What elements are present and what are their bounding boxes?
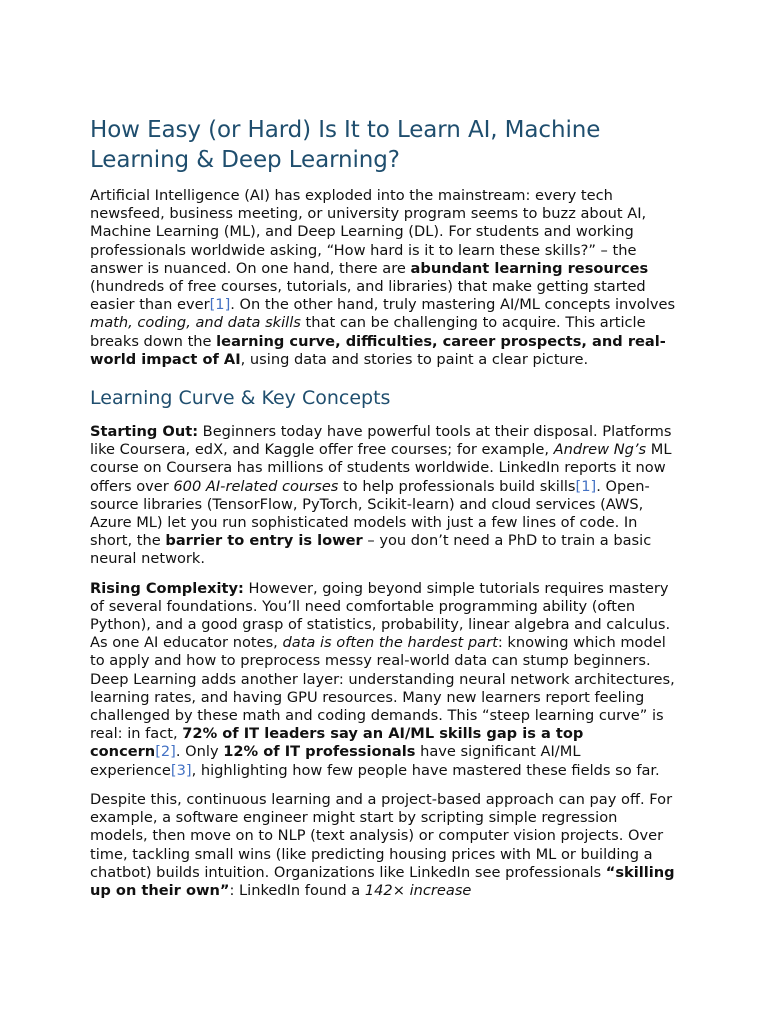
starting-italic-1: Andrew Ng’s [553, 441, 647, 459]
document-page [90, 115, 676, 911]
rising-text-1: However, going beyond simple tutorials requires mastery of several foundations. You’ll need comfortable programming ability (often Python), and a good grasp of statistics, probability, linear algebra and calculus. As one AI educator notes, [90, 579, 671, 652]
intro-paragraph [90, 187, 676, 369]
intro-text-3: . On the other hand, truly mastering AI/ML concepts involves [230, 296, 676, 314]
rising-text-4: have significant AI/ML experience [90, 743, 581, 779]
citation-link-2[interactable]: [2] [155, 743, 176, 761]
despite-bold-1: “skilling up on their own” [90, 863, 675, 899]
citation-link-1b[interactable]: [1] [575, 477, 597, 495]
rising-bold-2: 72% of IT leaders say an AI/ML skills gap is a top concern [90, 725, 584, 761]
page-title: How Easy (or Hard) Is It to Learn AI, Machine Learning & Deep Learning? [90, 117, 601, 173]
intro-bold-2: learning curve, difficulties, career prospects, and real-world impact of AI [90, 332, 666, 368]
despite-text-2: : LinkedIn found a [229, 881, 365, 899]
starting-italic-2: 600 AI-related courses [173, 477, 339, 495]
section-heading-learning-curve: Learning Curve & Key Concepts [90, 387, 391, 410]
rising-bold-3: 12% of IT professionals [223, 743, 416, 761]
intro-text-4: that can be challenging to acquire. This article breaks down the [90, 314, 646, 350]
starting-bold-2: barrier to entry is lower [165, 532, 363, 550]
rising-complexity-paragraph [90, 580, 676, 780]
rising-italic-1: data is often the hardest part [282, 634, 498, 652]
starting-text-5: – you don’t need a PhD to train a basic neural network. [90, 532, 652, 568]
starting-text-3: to help professionals build skills [338, 477, 576, 495]
intro-text-1: Artificial Intelligence (AI) has exploded into the mainstream: every tech newsfeed, business meeting, or university program seems to buzz about AI, Machine Learning (ML), and Deep Learning (DL). For students and working professionals worldwide asking, “How hard is it to learn these skills?” – the answer is nuanced. On one hand, there are [90, 187, 647, 277]
starting-text-1: Beginners today have powerful tools at their disposal. Platforms like Coursera, edX, and Kaggle offer free courses; for example, [90, 423, 672, 459]
rising-text-2: : knowing which model to apply and how to preprocess messy real-world data can stump beginners. Deep Learning adds another layer: understanding neural network architectures, learning rates, and having GPU resources. Many new learners report feeling challenged by these math and coding demands. This “steep learning curve” is real: in fact, [90, 634, 675, 743]
intro-text-2: (hundreds of free courses, tutorials, and libraries) that make getting started easier than ever [90, 278, 646, 314]
starting-out-lead: Starting Out: [90, 423, 199, 441]
starting-text-2: ML course on Coursera has millions of students worldwide. LinkedIn reports it now offers over [90, 441, 672, 495]
rising-text-3: . Only [175, 743, 224, 761]
despite-italic-1: 142× increase [364, 881, 472, 899]
citation-link-1[interactable]: [1] [209, 296, 231, 314]
starting-out-paragraph [90, 423, 676, 569]
rising-text-5: , highlighting how few people have mastered these fields so far. [191, 761, 660, 779]
citation-link-3[interactable]: [3] [170, 761, 192, 779]
despite-paragraph [90, 791, 676, 900]
starting-text-4: . Open-source libraries (TensorFlow, PyTorch, Scikit-learn) and cloud services (AWS, Azure ML) let you run sophisticated models with just a few lines of code. In short, the [90, 477, 650, 550]
rising-complexity-lead: Rising Complexity: [90, 579, 244, 597]
despite-text-1: Despite this, continuous learning and a project-based approach can pay off. For example, a software engineer might start by scripting simple regression models, then move on to NLP (text analysis) or computer vision projects. Over time, tackling small wins (like predicting housing prices with ML or building a chatbot) builds intuition. Organizations like LinkedIn see professionals [90, 790, 673, 881]
intro-bold-1: abundant learning resources [410, 259, 649, 277]
intro-italic-1: math, coding, and data skills [90, 314, 301, 332]
intro-text-5: , using data and stories to paint a clear picture. [240, 350, 589, 368]
